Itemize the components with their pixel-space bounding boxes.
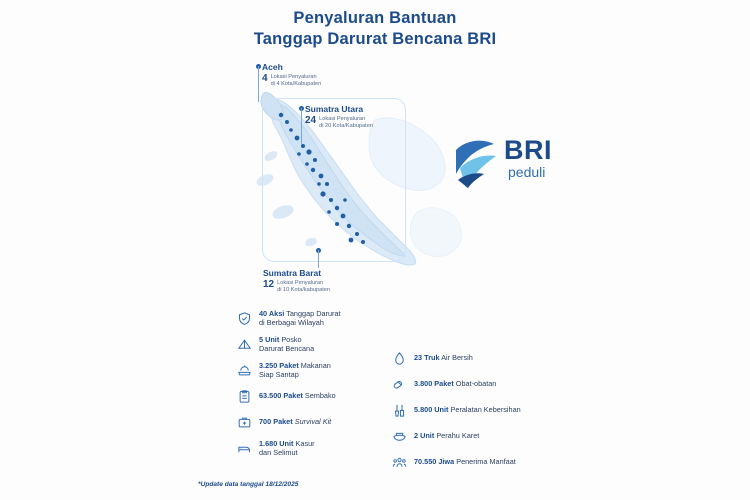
stat-label-1: Kasur [295, 438, 315, 448]
stat-text [259, 417, 331, 426]
statistics-section [236, 305, 736, 470]
callout-sumatra-barat [263, 268, 330, 295]
stat-value: 3.800 Paket [414, 379, 454, 389]
stat-item [391, 423, 621, 449]
stat-label-1: Posko [281, 334, 302, 344]
stat-item [391, 345, 621, 371]
water-drop-icon [391, 350, 407, 366]
clipboard-icon [236, 388, 252, 404]
stat-text [414, 457, 516, 466]
stat-item [236, 331, 396, 357]
callout-sumatra-utara-region: Sumatra Utara [305, 104, 364, 114]
stat-text [414, 353, 473, 362]
stat-value: 5 Unit [259, 334, 280, 344]
rubber-boat-icon [391, 428, 407, 444]
stat-text [414, 405, 521, 414]
callout-aceh-leader [258, 66, 259, 102]
callout-sumatra-barat-count: 12 [263, 279, 275, 290]
meal-tray-icon [236, 362, 252, 378]
page-title [0, 8, 750, 50]
title-line-1: Penyaluran Bantuan [293, 9, 457, 27]
bed-icon [236, 440, 252, 456]
stat-value: 3.250 Paket [259, 360, 299, 370]
callout-sumatra-barat-detail-1: Lokasi Penyaluran [277, 280, 324, 286]
stat-text [259, 335, 314, 354]
stat-label-1: Perahu Karet [436, 431, 480, 441]
shield-check-icon [236, 310, 252, 326]
stat-label-1: Survival Kit [294, 417, 332, 427]
stat-item [236, 305, 396, 331]
callout-sumatra-barat-detail-2: di 10 Kota/kabupaten [277, 287, 330, 294]
cleaning-tools-icon [391, 402, 407, 418]
medicine-icon [391, 376, 407, 392]
bri-logo-brand: BRI [504, 135, 552, 165]
callout-aceh-region: Aceh [262, 62, 283, 72]
bri-logo-mark-icon [452, 134, 502, 190]
statistics-column-right [391, 345, 621, 475]
stat-label-2: dan Selimut [259, 448, 298, 457]
stat-text [259, 391, 336, 400]
stat-value: 70.550 Jiwa [414, 457, 455, 467]
stat-label-1: Obat-obatan [455, 379, 497, 389]
callout-sumatra-utara-count: 24 [305, 115, 317, 126]
callout-aceh-count: 4 [262, 73, 268, 84]
stat-item [391, 371, 621, 397]
callout-sumatra-barat-region: Sumatra Barat [263, 268, 322, 278]
stat-item [236, 357, 396, 383]
stat-value: 23 Truk [414, 353, 440, 363]
stat-label-1: Air Bersih [441, 353, 473, 363]
tent-icon [236, 336, 252, 352]
stat-text [259, 361, 331, 380]
bri-peduli-logo [452, 130, 572, 200]
stat-label-2: Siap Santap [259, 370, 299, 379]
stat-label-1: Penerima Manfaat [456, 457, 516, 467]
stat-item [236, 409, 396, 435]
stat-value: 40 Aksi [259, 308, 285, 318]
stat-text [414, 431, 479, 440]
stat-value: 1.680 Unit [259, 438, 294, 448]
stat-label-2: Darurat Bencana [259, 344, 315, 353]
stat-label-2: di Berbagai Wilayah [259, 318, 324, 327]
title-line-2: Tanggap Darurat Bencana BRI [253, 30, 497, 48]
people-icon [391, 454, 407, 470]
stat-item [391, 449, 621, 475]
bri-logo-sub: peduli [508, 164, 546, 180]
callout-aceh-detail-1: Lokasi Penyaluran [270, 74, 317, 80]
callout-sumatra-utara [305, 104, 373, 131]
stat-value: 5.800 Unit [414, 405, 449, 415]
callout-sumatra-utara-leader [301, 108, 302, 144]
stat-text [414, 379, 496, 388]
stat-label-1: Makanan [300, 360, 331, 370]
callout-aceh-detail-2: di 4 Kota/Kabupaten [270, 81, 322, 88]
stat-text [259, 439, 315, 458]
stat-item [391, 397, 621, 423]
stat-value: 2 Unit [414, 431, 435, 441]
callout-aceh [262, 62, 321, 89]
statistics-column-left [236, 305, 396, 461]
survival-kit-icon [236, 414, 252, 430]
stat-label-1: Tanggap Darurat [286, 308, 341, 318]
stat-label-1: Sembako [304, 391, 336, 401]
stat-value: 63.500 Paket [259, 391, 303, 401]
stat-text [259, 309, 341, 328]
footnote: *Update data tanggal 18/12/2025 [198, 481, 299, 488]
stat-value: 700 Paket [259, 417, 293, 427]
stat-item [236, 435, 396, 461]
callout-sumatra-utara-detail-2: di 20 Kota/Kabupaten [319, 123, 373, 130]
stat-item [236, 383, 396, 409]
callout-sumatra-barat-leader [318, 250, 319, 268]
callout-sumatra-utara-detail-1: Lokasi Penyaluran [319, 116, 366, 122]
stat-label-1: Peralatan Kebersihan [450, 405, 521, 415]
